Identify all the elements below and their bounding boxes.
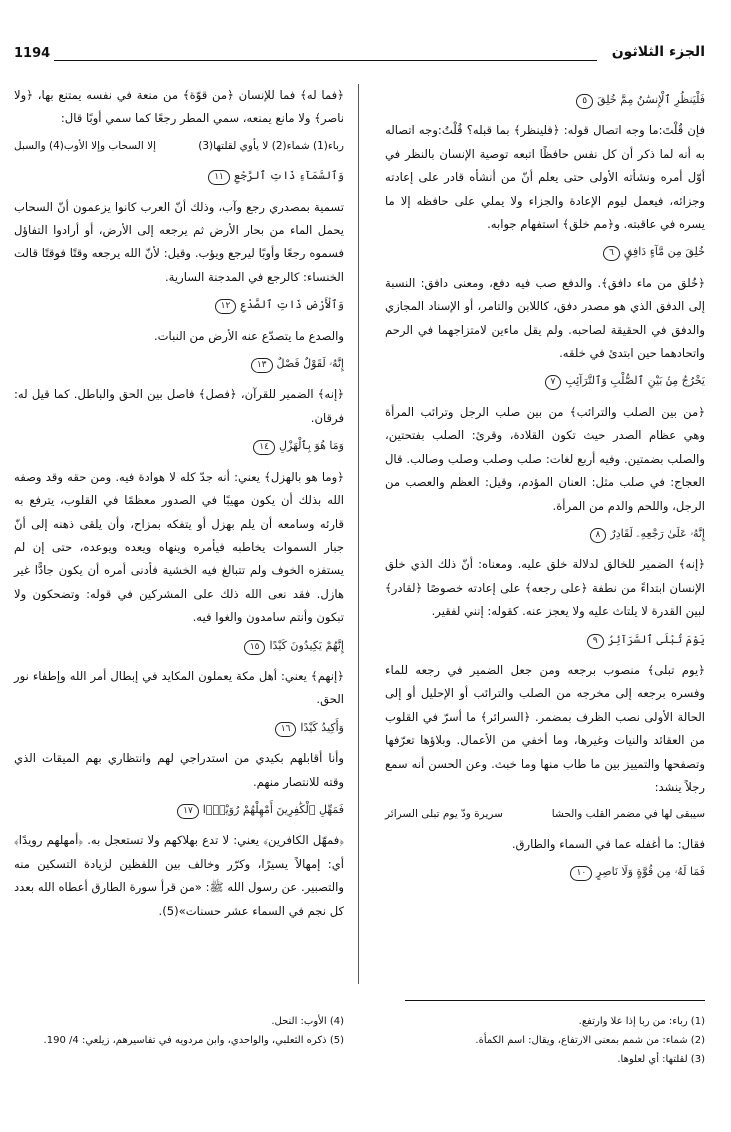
verse-text: إِنَّهُۥ عَلَىٰ رَجْعِهِۦ لَقَادِرٌ	[610, 526, 705, 540]
quran-verse	[385, 369, 705, 392]
poem-hemistich-right: سيبقى لها في مضمر القلب والحشا	[551, 808, 705, 821]
quran-verse	[14, 798, 344, 821]
footnote: (3) لقلتها: أي لعلوها.	[617, 1054, 705, 1065]
commentary-paragraph: ﴿خُلق من ماء دافق﴾. والدفع صب فيه دفع، ومعنى دافق: النسبة إلى الدفق الذي هو مصدر دفق، كاللابن والتامر، أو الإسناد المجازي والدفق في الحقيقة لصاحبه. ولم يقل ماءين لامتزاجهما في الرحم واتحادهما حين ابتدئ في خلقه.	[385, 275, 705, 361]
poem-verse	[14, 135, 344, 158]
commentary-paragraph: ﴿إنه﴾ الضمير للقرآن، ﴿فصل﴾ فاصل بين الحق والباطل. كما قيل له: فرقان.	[14, 387, 344, 425]
page-number: 1194	[14, 46, 51, 61]
commentary-paragraph: وأنا أقابلهم بكيدي من استدراجي لهم وانتظاري بهم الميقات الذي وقته للانتصار منهم.	[14, 751, 344, 789]
footnote-rule	[405, 1000, 705, 1001]
footnotes-right	[385, 1012, 705, 1069]
poem-hemistich-left: سريرة ودّ يوم تبلى السرائر	[385, 808, 503, 821]
quran-verse	[14, 716, 344, 739]
verse-number: ١٠	[570, 866, 592, 881]
quran-verse	[385, 522, 705, 545]
quran-verse	[14, 352, 344, 375]
verse-number: ١٣	[251, 358, 273, 373]
verse-number: ١٧	[177, 804, 199, 819]
verse-text: فَمَهِّلِ ٱلْكَٰفِرِينَ أَمْهِلْهُمْ رُوَيْدًۢا	[202, 802, 344, 816]
verse-number: ٩	[587, 634, 604, 649]
verse-text: وَأَكِيدُ كَيْدًا	[300, 720, 344, 734]
verse-text: وَٱلسَّمَآءِ ذَاتِ ٱلرَّجْعِ	[233, 169, 344, 183]
verse-number: ٨	[590, 528, 607, 543]
verse-text: خُلِقَ مِن مَّآءٍ دَافِقٍ	[623, 245, 705, 259]
verse-text: إِنَّهُمْ يَكِيدُونَ كَيْدًا	[269, 638, 344, 652]
verse-number: ٧	[545, 375, 562, 390]
verse-text: إِنَّهُۥ لَقَوْلٌ فَصْلٌ	[276, 357, 344, 371]
commentary-paragraph: ﴿يوم تبلى﴾ منصوب برجعه ومن جعل الضمير في رجعه للماء وفسره برجعه إلى مخرجه من الصلب والترائب أو الإحليل أو إلى الحالة الأولى نصب الظرف بمضمر. ﴿السرائر﴾ ما أسرّ في القلوب من العقائد والنيات وغيرها، وما أخفي من الأعمال. وبلاؤها تعرّفها وتصفحها والتمييز بين ما طاب منها وما خبث. وعن الحسن أنه سمع رجلاً ينشد:	[385, 662, 705, 794]
verse-number: ١٦	[275, 722, 297, 737]
quran-verse	[14, 293, 344, 316]
quran-verse	[385, 240, 705, 263]
verse-text: وَمَا هُوَ بِٱلْهَزْلِ	[278, 439, 344, 453]
header-rule	[54, 60, 597, 61]
verse-number: ١٥	[244, 640, 266, 655]
verse-number: ٦	[603, 246, 620, 261]
quran-verse	[14, 164, 344, 187]
commentary-paragraph: ﴿وما هو بالهزل﴾ يعني: أنه جدّ كله لا هوادة فيه. ومن حقه وقد وصفه الله بذلك أن يكون مهيبًا في الصدور معظمًا في القلوب، يترفع به قارئه وسامعه أن يلم بهزل أو يتفكه بمزاح، وأن يلقى ذهنه إلى أنّ جبار السموات يخاطبه فيأمره وينهاه ويعده ويوعده، حتى إن لم يستفزه الخوف ولم تتبالغ فيه الخشية فأدنى أمره أن يكون جادًّا غير هازل. فقد نعى الله ذلك على المشركين في قوله: وتضحكون ولا تبكون وأنتم سامدون والغوا فيه.	[14, 469, 344, 625]
quran-verse	[385, 860, 705, 883]
footnote: (4) الأوب: النحل.	[271, 1016, 344, 1027]
quran-verse	[385, 88, 705, 111]
commentary-paragraph: فإن قُلْتَ:ما وجه اتصال قوله: ﴿فلينظر﴾ بما قبله؟ قُلْتُ:وجه اتصاله به أنه لما ذكر أن كل نفس حافظًا اتبعه توصية الإنسان بالنظر في أوّل أمره ونشأته الأولى حتى يعلم أنّ من أنشأه قادر على إعادته وجزائه، فيعمل ليوم الإعادة والجزاء ولا يملي على حافظه إلا ما يسره في عاقبته. و﴿مم خلق﴾ استفهام جوابه.	[385, 123, 705, 232]
footnotes-left	[14, 1012, 344, 1050]
verse-text: وَٱلْأَرْضِ ذَاتِ ٱلصَّدْعِ	[240, 298, 344, 312]
commentary-paragraph: ﴿من بين الصلب والترائب﴾ من بين صلب الرجل وترائب المرأة وهي عظام الصدر حيث تكون القلادة، وقرئ: الصلب بفتحتين، والصلب بضمتين. وفيه أربع لغات: صلب وصلب وصلب وصالب. قال العجاج: في صلب مثل: العنان المؤدم، وقيل: العظم والعصب من الرجل، واللحم والدم من المرأة.	[385, 404, 705, 513]
page-header	[14, 46, 705, 68]
commentary-paragraph: ﴿إنه﴾ الضمير للخالق لدلالة خلق عليه. ومعناه: أنّ ذلك الذي خلق الإنسان ابتداءً من نطفة ﴿على رجعه﴾ على إعادته خصوصًا ﴿لقادر﴾ لبين القدرة لا يلتاث عليه ولا يعجز عنه. كقوله: إنني لفقير.	[385, 557, 705, 619]
column-divider	[358, 84, 359, 984]
right-column	[385, 84, 705, 892]
verse-text: يَخْرُجُ مِنۢ بَيْنِ ٱلصُّلْبِ وَٱلتَّرَآئِبِ	[565, 374, 705, 388]
poem-hemistich-left: إلا السحاب وإلا الأوب(4) والسبل	[14, 139, 156, 152]
footnote: (2) شماء: من شمم بمعنى الارتفاع، ويقال: اسم الكمأة.	[475, 1035, 705, 1046]
poem-hemistich-right: رباء(1) شماء(2) لا يأوي لقلتها(3)	[198, 139, 344, 152]
commentary-paragraph: ﴿إنهم﴾ يعني: أهل مكة يعملون المكايد في إبطال أمر الله وإطفاء نور الحق.	[14, 668, 344, 707]
quran-verse	[385, 628, 705, 651]
commentary-paragraph: ﴿فمهّل الكافرين﴾ يعني: لا تدع بهلاكهم ولا تستعجل به. ﴿أمهلهم رويدًا﴾ أي: إمهالاً يسيرًا، وكرّر وخالف بين اللفظين لزيادة التسكين منه والتصبير. عن رسول الله ﷺ: «من قرأ سورة الطارق أعطاه الله بعدد كل نجم في السماء عشر حسنات»(5).	[14, 833, 344, 918]
verse-number: ١٤	[253, 440, 275, 455]
quran-verse	[14, 434, 344, 457]
commentary-paragraph: والصدع ما يتصدّع عنه الأرض من النبات.	[153, 328, 344, 343]
verse-number: ٥	[576, 94, 593, 109]
commentary-paragraph: تسمية بمصدري رجع وآب، وذلك أنّ العرب كانوا يزعمون أنّ السحاب يحمل الماء من بحار الأرض ثم يرجعه إلى الأرض، أو أرادوا التفاؤل فسموه رجعًا وأوبًا ليرجع ويؤب. وقيل: لأنّ الله يرجعه وقتًا فوقتًا قالت الخنساء: كالرجع في المدجنة السارية.	[14, 199, 344, 284]
quran-verse	[14, 634, 344, 657]
verse-text: يَوْمَ تُبْلَى ٱلسَّرَآئِرُ	[607, 632, 705, 646]
verse-text: فَلْيَنظُرِ ٱلْإِنسَٰنُ مِمَّ خُلِقَ	[597, 93, 705, 106]
verse-number: ١٢	[215, 299, 237, 314]
verse-number: ١١	[208, 170, 230, 185]
footnote: (1) رباء: من ربا إذا علا وارتفع.	[578, 1016, 705, 1027]
commentary-paragraph: فقال: ما أغفله عما في السماء والطارق.	[511, 836, 705, 851]
left-column	[14, 84, 344, 927]
part-title: الجزء الثلاثون	[611, 44, 705, 60]
commentary-paragraph: ﴿فما له﴾ فما للإنسان ﴿من قوّة﴾ من منعة في نفسه يمتنع بها، ﴿ولا ناصر﴾ ولا مانع يمنعه، سمي المطر رجعًا كما سمي أوبًا قال:	[14, 88, 344, 126]
footnote: (5) ذكره الثعلبي، والواحدي، وابن مردويه في تفاسيرهم، زيلعي: 4/ 190.	[43, 1035, 344, 1046]
verse-text: فَمَا لَهُۥ مِن قُوَّةٍ وَلَا نَاصِرٍ	[596, 865, 705, 879]
poem-verse	[385, 803, 705, 826]
